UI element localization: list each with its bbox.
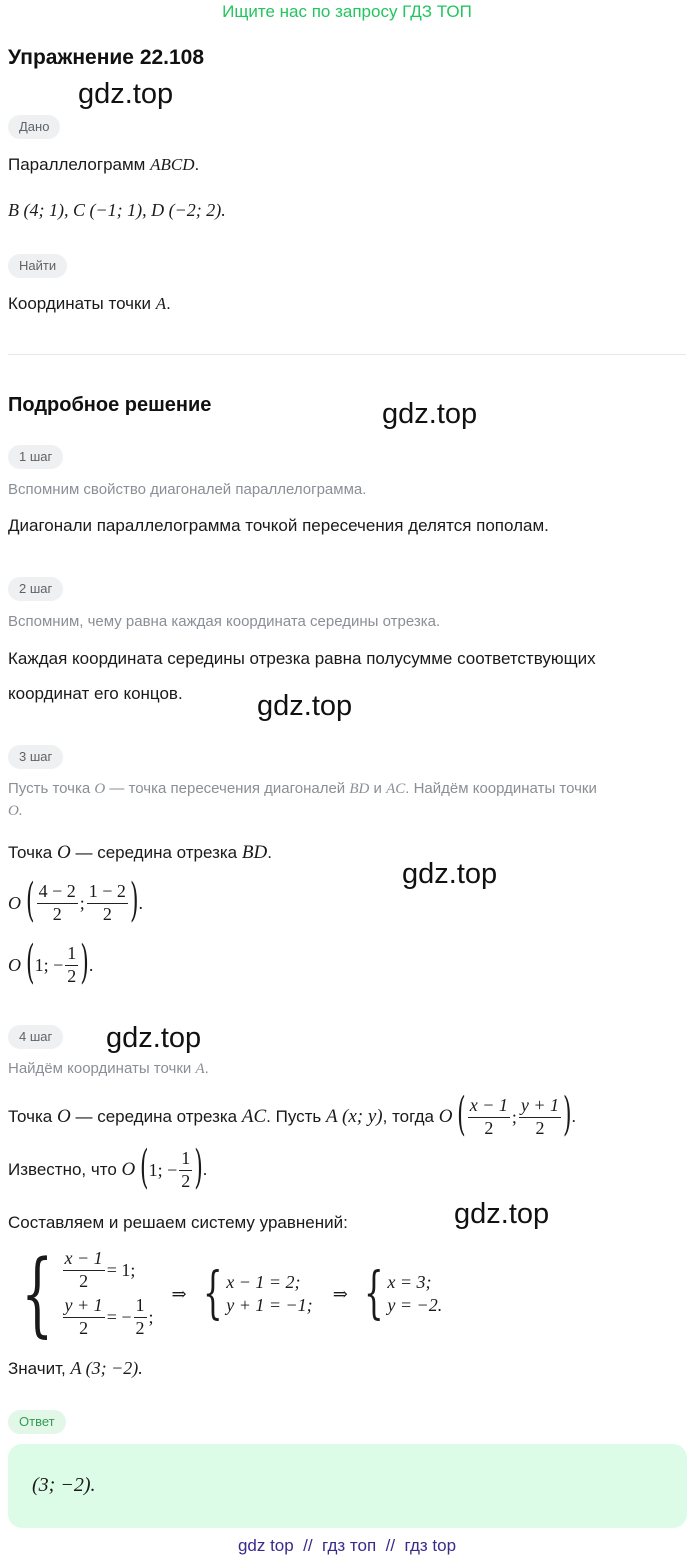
step-3-formula-1: O ( $\frac{4 - 2}{2}$ ; $\frac{1 - 2}{2}$ ) . <box>8 875 144 929</box>
page-title: Упражнение 22.108 <box>8 46 205 69</box>
watermark: gdz.top <box>257 690 353 722</box>
text: , тогда <box>382 1107 434 1126</box>
footer-links[interactable]: gdz top // гдз топ // гдз top <box>237 1536 457 1555</box>
step-4-pill: 4 шаг <box>8 1025 63 1049</box>
watermark: gdz.top <box>78 78 174 110</box>
eq-rhs: = 1; <box>106 1260 136 1281</box>
equation: y = −2. <box>387 1295 443 1315</box>
hint-text: . Найдём координаты точки <box>405 780 597 797</box>
system-2 <box>226 1272 312 1316</box>
frac-den: 2 <box>67 965 77 986</box>
step-4-hint: Найдём координаты точки A. <box>8 1060 209 1077</box>
frac-den: 2 <box>102 903 112 924</box>
text: Значит, <box>8 1359 66 1378</box>
hint-text: Найдём координаты точки <box>8 1060 192 1077</box>
hint-text: Пусть точка <box>8 780 91 797</box>
equation: x = 3; <box>387 1272 432 1292</box>
text: — середина отрезка <box>75 843 238 862</box>
left-brace: { <box>21 1240 54 1347</box>
step-4-conclusion <box>8 1358 143 1379</box>
given-line-1: Параллелограмм ABCD. <box>8 155 200 174</box>
text: Точка <box>8 1107 53 1126</box>
frac-den: 2 <box>79 1317 89 1338</box>
frac-num: 1 <box>179 1149 192 1171</box>
frac-den: 2 <box>52 903 62 924</box>
answer-pill: Ответ <box>8 1410 66 1434</box>
solution-title: Подробное решение <box>8 394 212 416</box>
implies-arrow: ⇒ <box>171 1283 187 1304</box>
frac-num: 1 <box>65 944 78 966</box>
frac-den: 2 <box>181 1170 191 1191</box>
frac-num: 4 − 2 <box>37 882 78 904</box>
text: . Пусть <box>266 1107 322 1126</box>
step-3-hint: Пусть точка O — точка пересечения диагоналей BD и AC. Найдём координаты точки <box>8 780 597 797</box>
step-1-pill: 1 шаг <box>8 445 63 469</box>
frac-num: x − 1 <box>468 1096 510 1118</box>
eq-rhs: = − <box>106 1306 132 1327</box>
frac-den: 2 <box>484 1117 494 1138</box>
frac-den: 2 <box>535 1117 545 1138</box>
given-math: ABCD <box>150 155 195 174</box>
watermark: gdz.top <box>402 858 498 890</box>
left-brace: { <box>363 1261 384 1326</box>
step-2-body-line-1: Каждая координата середины отрезка равна полусумме соответствующих <box>8 649 596 668</box>
text: — середина отрезка <box>75 1107 238 1126</box>
system-1: $\frac{x - 1}{2}$ = 1; $\frac{y + 1}{2}$ = − $\frac{1}{2}$ ; <box>64 1248 154 1338</box>
frac-num: x − 1 <box>63 1249 105 1271</box>
step-2-body-line-2: координат его концов. <box>8 684 183 703</box>
equation: x − 1 = 2; <box>226 1272 301 1292</box>
frac-num: 1 − 2 <box>87 882 128 904</box>
frac-num: 1 <box>134 1296 147 1318</box>
system-3 <box>387 1272 442 1316</box>
step-1-body: Диагонали параллелограмма точкой пересечения делятся пополам. <box>8 516 549 535</box>
given-text: Параллелограмм <box>8 155 146 174</box>
equation-system <box>8 1240 443 1347</box>
left-brace: { <box>202 1261 223 1326</box>
watermark: gdz.top <box>454 1198 550 1230</box>
watermark: gdz.top <box>382 398 478 430</box>
hint-text: и <box>373 780 382 797</box>
step-2-pill: 2 шаг <box>8 577 63 601</box>
hint-text: — точка пересечения диагоналей <box>109 780 346 797</box>
frac-num: y + 1 <box>519 1096 561 1118</box>
given-points: B (4; 1), C (−1; 1), D (−2; 2). <box>8 200 226 220</box>
find-line: Координаты точки A. <box>8 294 171 313</box>
step-3-line-1: Точка O — середина отрезка BD. <box>8 842 272 863</box>
step-4-line-1: Точка O — середина отрезка AC . Пусть A (x; y) , тогда O ( $\frac{x - 1}{2}$ ; $\frac{y + 1}{2}$ ) . <box>8 1089 576 1143</box>
text: Точка <box>8 843 53 862</box>
conclusion-math: A (3; −2). <box>70 1358 143 1378</box>
step-1-hint: Вспомним свойство диагоналей параллелограмма. <box>8 481 367 498</box>
answer-box <box>8 1444 687 1528</box>
text: Известно, что <box>8 1160 117 1179</box>
frac-den: 2 <box>135 1317 145 1338</box>
answer-value: (3; −2). <box>32 1474 96 1496</box>
step-4-system-intro: Составляем и решаем систему уравнений: <box>8 1213 348 1232</box>
frac-den: 2 <box>79 1271 89 1292</box>
find-math: A <box>155 294 167 313</box>
search-banner[interactable]: Ищите нас по запросу ГДЗ ТОП <box>222 2 472 21</box>
divider <box>8 354 686 355</box>
implies-arrow: ⇒ <box>332 1283 348 1304</box>
frac-num: y + 1 <box>63 1296 105 1318</box>
find-pill: Найти <box>8 254 67 278</box>
watermark: gdz.top <box>106 1022 202 1054</box>
find-text: Координаты точки <box>8 294 151 313</box>
step-2-hint: Вспомним, чему равна каждая координата середины отрезка. <box>8 613 441 630</box>
step-3-formula-2: O ( 1; − $\frac{1}{2}$ ) . <box>8 937 94 991</box>
step-3-pill: 3 шаг <box>8 745 63 769</box>
step-3-hint-point: O. <box>8 803 23 819</box>
given-pill: Дано <box>8 115 60 139</box>
step-4-known: Известно, что O ( 1; − $\frac{1}{2}$ ) . <box>8 1142 208 1196</box>
equation: y + 1 = −1; <box>226 1295 313 1315</box>
